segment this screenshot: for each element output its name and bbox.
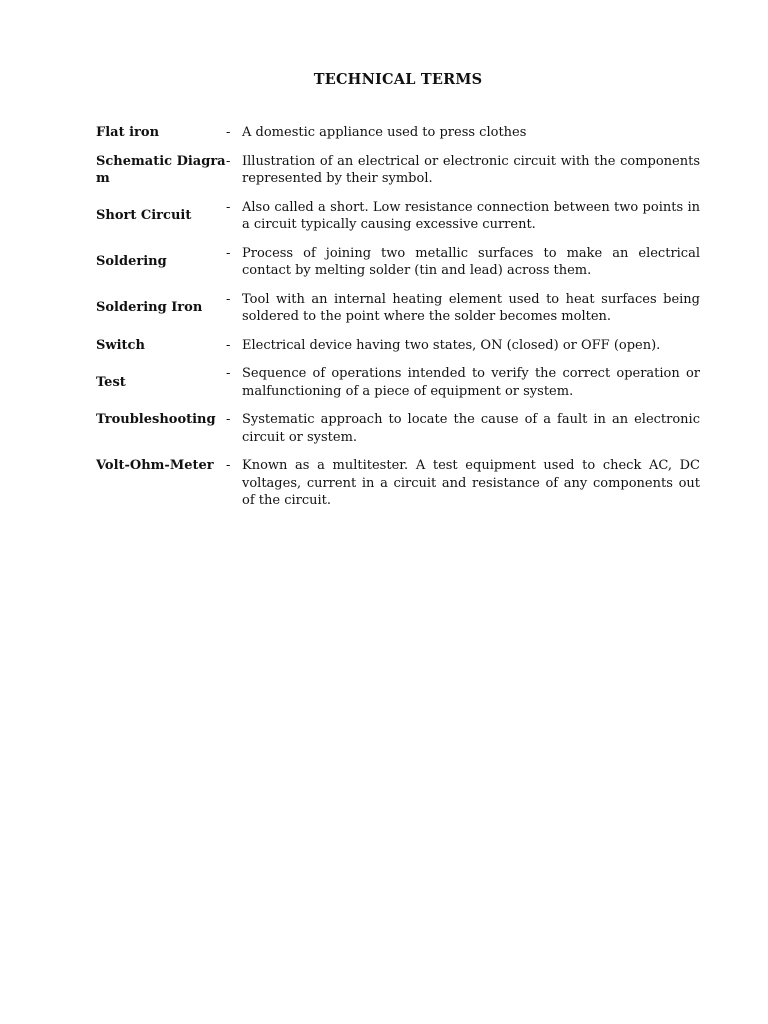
glossary-definition: Sequence of operations intended to verify the correct operation or malfunctioning of a piece of equipment or system. <box>242 366 700 399</box>
separator-dash: - <box>226 153 231 169</box>
glossary-entry-soldering <box>96 245 700 280</box>
glossary-definition: Known as a multitester. A test equipment used to check AC, DC voltages, current in a circuit and resistance of any components out of the circuit. <box>242 458 700 508</box>
glossary-definition: Systematic approach to locate the cause of a fault in an electronic circuit or system. <box>242 412 700 445</box>
glossary-entry-volt-ohm-meter <box>96 457 700 510</box>
glossary-entry-soldering-iron <box>96 291 700 326</box>
glossary-definition: A domestic appliance used to press clothes <box>242 125 527 140</box>
glossary-definition: Process of joining two metallic surfaces to make an electrical contact by melting solder (tin and lead) across them. <box>242 245 700 278</box>
glossary-term: Troubleshooting <box>96 412 216 427</box>
glossary-definition: Also called a short. Low resistance connection between two points in a circuit typically causing excessive current. <box>242 199 700 232</box>
glossary-term: Flat iron <box>96 125 160 140</box>
separator-dash: - <box>226 125 231 140</box>
separator-dash: - <box>226 412 231 427</box>
separator-dash: - <box>226 291 231 307</box>
glossary-definition: Electrical device having two states, ON (closed) or OFF (open). <box>242 337 661 353</box>
glossary-entry-schematic-diagram <box>96 153 700 188</box>
separator-dash: - <box>226 366 231 381</box>
glossary-term: Short Circuit <box>96 208 192 224</box>
glossary-definition: Illustration of an electrical or electronic circuit with the components represented by their symbol. <box>242 153 700 186</box>
glossary-entry-test <box>96 365 700 400</box>
separator-dash: - <box>226 458 231 473</box>
separator-dash: - <box>226 245 231 261</box>
separator-dash: - <box>226 337 231 353</box>
glossary-term: Soldering Iron <box>96 300 203 316</box>
glossary-term: Soldering <box>96 254 167 270</box>
page-title: TECHNICAL TERMS <box>313 71 483 88</box>
glossary-term: Test <box>96 374 126 390</box>
glossary-list <box>96 124 700 521</box>
glossary-term: Volt-Ohm-Meter <box>96 458 214 473</box>
glossary-entry-switch <box>96 337 700 355</box>
separator-dash: - <box>226 199 231 215</box>
glossary-term: Switch <box>96 337 145 353</box>
glossary-entry-flat-iron <box>96 124 700 142</box>
glossary-entry-short-circuit <box>96 199 700 234</box>
glossary-definition: Tool with an internal heating element used to heat surfaces being soldered to the point where the solder becomes molten. <box>242 291 700 324</box>
glossary-term: Schematic Diagram <box>96 153 226 186</box>
glossary-entry-troubleshooting <box>96 411 700 446</box>
